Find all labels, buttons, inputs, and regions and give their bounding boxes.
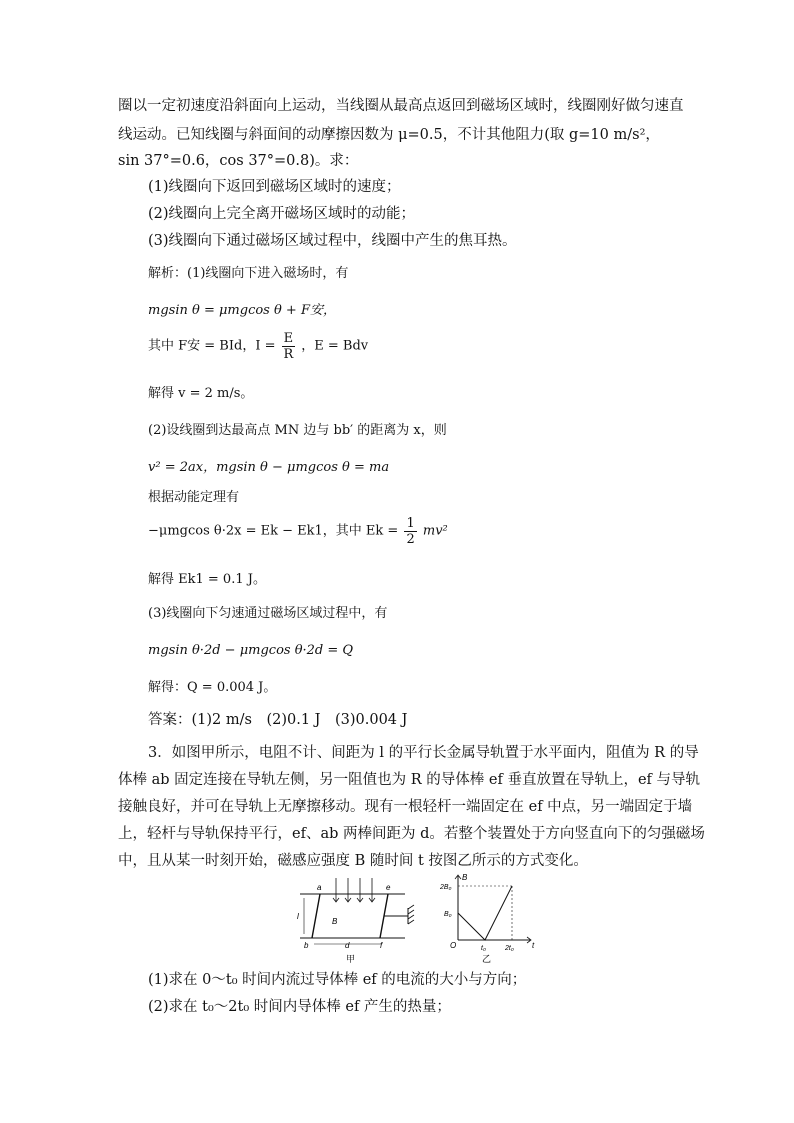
equation-force-balance: mgsin θ = μmgcos θ + F安，: [148, 303, 336, 318]
solution-part-2: (2)设线圈到达最高点 MN 边与 bb′ 的距离为 x，则: [148, 423, 447, 438]
fraction-half-numerator: 1: [406, 516, 415, 531]
label-f: f: [380, 941, 383, 950]
question-3-1: (1)求在 0～t₀ 时间内流过导体棒 ef 的电流的大小与方向；: [148, 972, 527, 988]
label-e: e: [386, 883, 391, 892]
result-heat: 解得：Q = 0.004 J。: [148, 680, 277, 695]
equation-energy: [148, 516, 448, 556]
question-3-2: (2)求在 t₀～2t₀ 时间内导体棒 ef 产生的热量；: [148, 999, 451, 1015]
problem-3-line-4: 上，轻杆与导轨保持平行，ef、ab 两棒间距为 d。若整个装置处于方向竖直向下的匀强磁场: [118, 826, 705, 842]
figure-yi-chart: [439, 873, 535, 965]
equation-current: [148, 331, 368, 371]
chart-y-label: B: [462, 873, 468, 882]
solution-part-3: (3)线圈向下匀速通过磁场区域过程中，有: [148, 606, 388, 621]
chart-tick-b0: B₀: [444, 911, 452, 918]
figure-jia-yi: [290, 872, 540, 967]
energy-theorem: 根据动能定理有: [148, 490, 240, 505]
chart-origin-label: O: [450, 941, 457, 950]
fraction-half-denominator: 2: [406, 532, 415, 547]
fraction-e-over-r: [282, 331, 296, 362]
equation-current-right: ，E = Bdv: [301, 338, 369, 354]
figure-jia: [297, 878, 414, 965]
text-line-1: 圈以一定初速度沿斜面向上运动，当线圈从最高点返回到磁场区域时，线圈刚好做匀速直: [118, 98, 684, 114]
chart-x-label: t: [532, 941, 535, 950]
question-2: (2)线圈向上完全离开磁场区域时的动能；: [148, 206, 416, 222]
caption-yi: 乙: [482, 955, 492, 965]
question-1: (1)线圈向下返回到磁场区域时的速度；: [148, 179, 401, 195]
fraction-one-half: [404, 516, 416, 547]
label-d: d: [345, 941, 350, 950]
fraction-numerator: E: [283, 331, 294, 346]
problem-3-line-2: 体棒 ab 固定连接在导轨左侧，另一阻值也为 R 的导体棒 ef 垂直放置在导轨上，ef 与导轨: [118, 772, 701, 788]
solution-heading: 解析：(1)线圈向下进入磁场时，有: [148, 266, 349, 281]
problem-3-line-1: 3．如图甲所示，电阻不计、间距为 l 的平行长金属导轨置于水平面内，阻值为 R 的导: [148, 745, 699, 761]
text-line-2: 线运动。已知线圈与斜面间的动摩擦因数为 μ=0.5，不计其他阻力(取 g=10 m/s²，: [118, 127, 660, 143]
equation-heat: mgsin θ·2d − μmgcos θ·2d = Q: [148, 643, 354, 658]
equation-kinematics: v² = 2ax，mgsin θ − μmgcos θ = ma: [148, 460, 390, 475]
chart-tick-2t0: 2t₀: [505, 945, 514, 952]
chart-series-line: [458, 886, 512, 940]
equation-energy-right: mv²: [422, 523, 448, 539]
chart-tick-t0: t₀: [481, 945, 486, 952]
caption-jia: 甲: [346, 955, 356, 965]
label-b: b: [304, 941, 309, 950]
problem-3-line-5: 中，且从某一时刻开始，磁感应强度 B 随时间 t 按图乙所示的方式变化。: [118, 853, 588, 869]
question-3: (3)线圈向下通过磁场区域过程中，线圈中产生的焦耳热。: [148, 233, 517, 249]
equation-energy-left: −μmgcos θ·2x = Ek − Ek1，其中 Ek =: [148, 523, 399, 539]
result-velocity: 解得 v = 2 m/s。: [148, 386, 254, 401]
result-kinetic-energy: 解得 Ek1 = 0.1 J。: [148, 572, 266, 587]
chart-tick-2b0: 2B₀: [440, 884, 452, 891]
equation-current-left: 其中 F安 = BId，I =: [148, 338, 276, 354]
text-line-3: sin 37°=0.6，cos 37°=0.8)。求：: [118, 153, 359, 169]
label-l: l: [297, 912, 299, 921]
label-field-b: B: [332, 917, 338, 926]
label-a: a: [317, 883, 322, 892]
rod-ab: [312, 894, 320, 938]
magnetic-field-arrows: [333, 878, 375, 902]
wall-hatch: [408, 905, 414, 924]
problem-3-line-3: 接触良好，并可在导轨上无摩擦移动。现有一根轻杆一端固定在 ef 中点，另一端固定于墙: [118, 799, 693, 815]
fraction-denominator: R: [283, 347, 294, 362]
answer-line: 答案：(1)2 m/s (2)0.1 J (3)0.004 J: [148, 712, 408, 728]
